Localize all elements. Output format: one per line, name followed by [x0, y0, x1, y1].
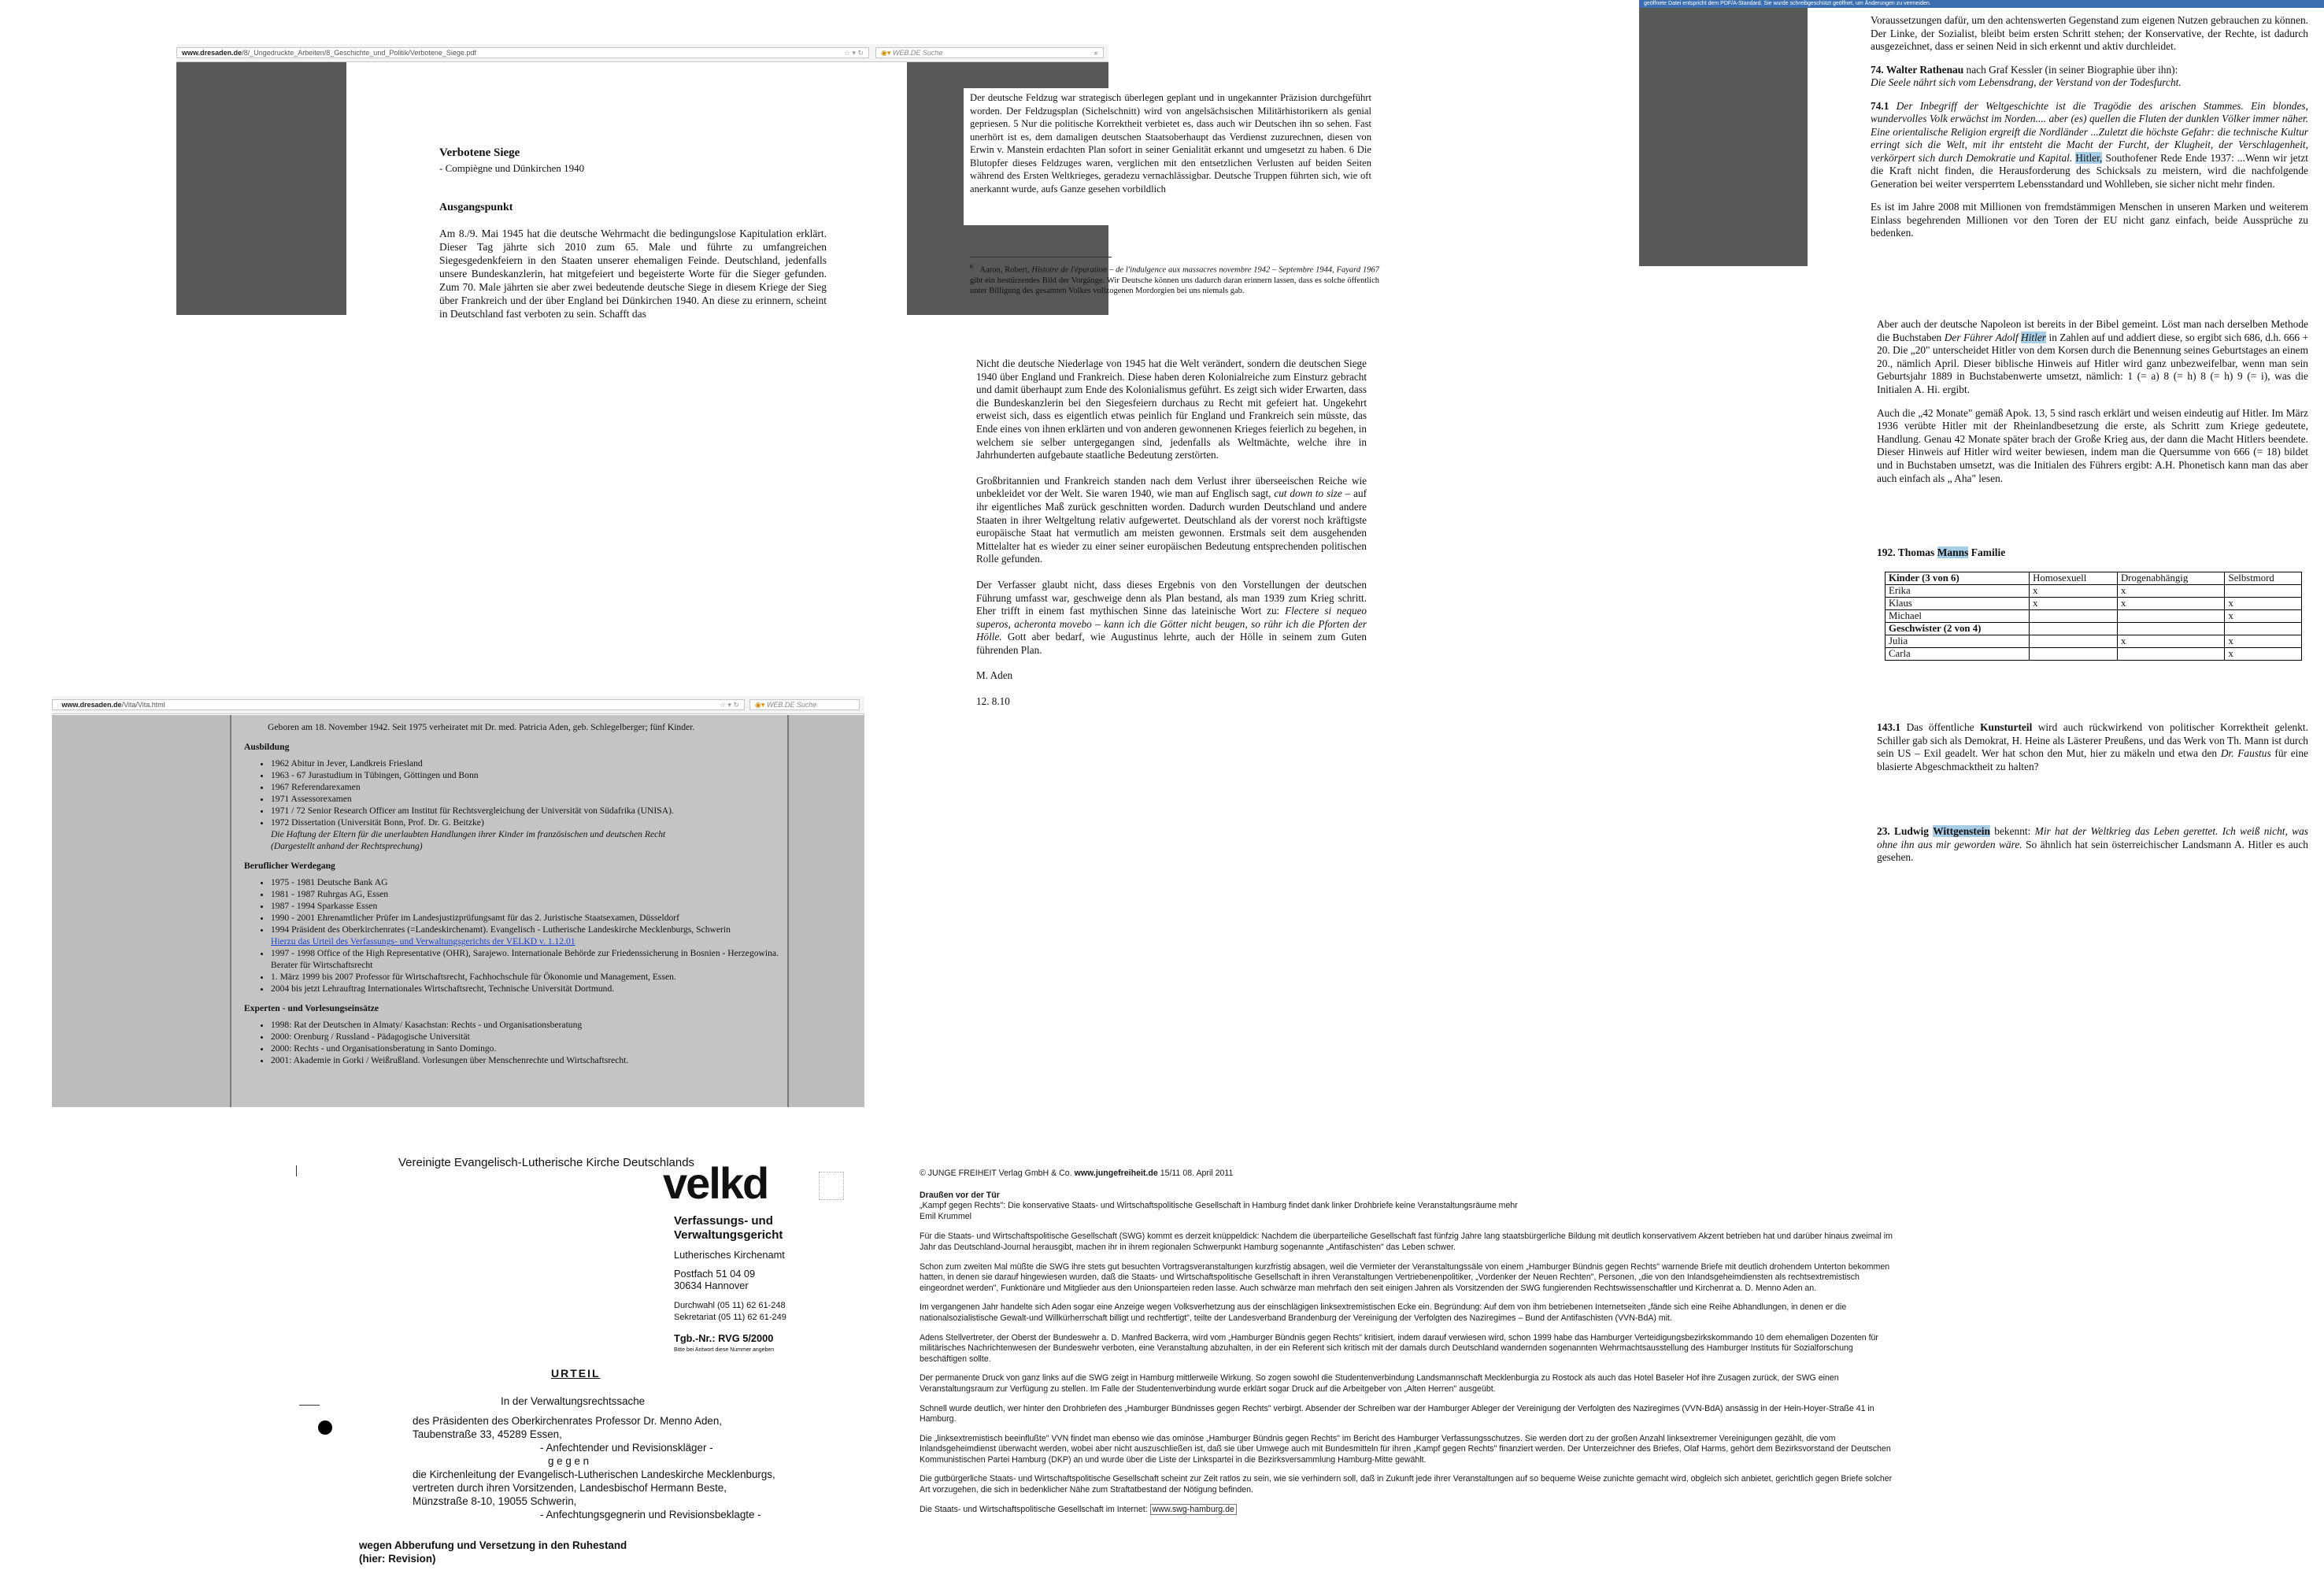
website-link[interactable]: www.swg-hamburg.de	[1150, 1504, 1237, 1515]
parties-block	[413, 1414, 775, 1521]
text-run: Großbritannien und Frankreich standen nach dem Verlust ihrer überseeischen Reiche wie unbekleidet vor der Welt. Sie waren 1940, wie man auf Englisch sagt,	[976, 474, 1367, 500]
paragraph	[1877, 318, 2308, 397]
table-header-cell: Drogenabhängig	[2117, 572, 2225, 585]
list-item: • 1963 - 67 Jurastudium in Tübingen, Göttingen und Bonn	[271, 769, 779, 781]
search-engine-icon: ◉▾	[755, 700, 765, 709]
text-run: Southofener Rede Ende 1937: ...Wenn wir jetzt die Kraft nicht finden, die Herausforderung des Schicksals zu meistern, wird die nachfolgende Generation bei weiter versperrtem Lebensstandard und Wohlleben, sie sicher nicht mehr finden.	[1871, 151, 2308, 190]
list-item: • 1971 Assessorexamen	[271, 793, 779, 805]
search-box[interactable]	[875, 47, 1104, 57]
article-paragraph: Der permanente Druck von ganz links auf die SWG zeigt in Hamburg mittlerweile Wirkung. So zogen sowohl die Studentenverbindung Landsmannschaft Mecklenburgia zu Rostock als auch das Hotel Baseler Hof ihre Zusagen zurück, der SWG einen Veranstaltungsraum zur Verfügung zu stellen. Im Falle der Studentenverbindung wurde erklärt sogar Druck auf die Arbeitgeber von „Alten Herren" ausgeübt.	[920, 1373, 1839, 1394]
party-2-address: Münzstraße 8-10, 19055 Schwerin,	[413, 1495, 577, 1507]
dissertation-subtitle: (Dargestellt anhand der Rechtsprechung)	[271, 841, 423, 851]
footnote-work-title: Histoire de l'épuration – de l'indulgence aux massacres novembre 1942 – Septembre 1944, Fayard 1967	[1031, 265, 1380, 275]
paragraph: Voraussetzungen dafür, um den achtenswerten Gegenstand zum eigenen Nutzen gebrauchen zu können. Der Linke, der Sozialist, bleibt beim ersten Schritt stehen; der Konservative, der Rechte, ist dadurch ausgezeichnet, dass er seinen Neid in sich erkennt und aktiv durchleidet.	[1871, 14, 2308, 52]
paragraph	[976, 579, 1367, 657]
punch-hole-icon	[318, 1420, 332, 1435]
table-subheader-row	[1885, 623, 2302, 635]
article-body	[976, 357, 1367, 721]
logo-mark-icon	[819, 1172, 844, 1200]
subject-block	[359, 1539, 627, 1565]
table-cell	[2117, 648, 2225, 661]
table-cell: x	[2225, 598, 2302, 610]
table-cell: Erika	[1885, 585, 2030, 598]
entry-number: 74.1	[1871, 99, 1889, 112]
party-1-line: des Präsidenten des Oberkirchenrates Professor Dr. Menno Aden,	[413, 1415, 723, 1427]
table-cell	[2030, 648, 2118, 661]
text-run: 1972 Dissertation (Universität Bonn, Prof. Dr. G. Beitzke)	[271, 817, 484, 828]
text-run: nach Graf Kessler (in seiner Biographie über ihn):	[1966, 63, 2178, 76]
table-cell: Klaus	[1885, 598, 2030, 610]
footnote-number: 6	[970, 262, 974, 270]
table-subheader-cell: Geschwister (2 von 4)	[1885, 623, 2030, 635]
article-heading	[920, 1191, 1896, 1223]
case-intro: In der Verwaltungsrechtssache	[501, 1395, 646, 1407]
table-header-cell: Homosexuell	[2030, 572, 2118, 585]
text-run: wird auch rückwirkend von politischer Korrektheit gelenkt. Schiller gab sich als Demokrat, H. Heine als Lästerer Preußens, und das Werk von Th. Mann ist durch sein US – Exil geadelt. Wer hat schon den Mut, hier zu mäkeln und etwa den	[1877, 721, 2308, 760]
url-path: /Vita/Vita.html	[121, 701, 165, 709]
verdict-link[interactable]: Hierzu das Urteil des Verfassungs- und Verwaltungsgerichts der VELKD v. 1.12.01	[271, 936, 575, 946]
table-cell: Julia	[1885, 635, 2030, 648]
search-highlight: Hitler	[2021, 331, 2047, 343]
search-engine-icon: ◉▾	[881, 48, 891, 57]
expert-list	[261, 1019, 779, 1066]
italic-run: Flectere si nequeo superos, acheronta movebo – kann ich die Götter nicht beugen, so rühr ich die Pforten der Hölle.	[976, 605, 1367, 643]
table-cell: Carla	[1885, 648, 2030, 661]
table-cell	[2030, 635, 2118, 648]
table-cell: Michael	[1885, 610, 2030, 623]
direct-dial: Durchwahl (05 11) 62 61-248	[674, 1300, 786, 1310]
search-highlight: Manns	[1937, 546, 1969, 558]
table-row	[1885, 635, 2302, 648]
search-engine-label: WEB.DE Suche	[892, 49, 943, 57]
document-title: Verbotene Siege	[439, 146, 520, 159]
text-run: So ähnlich hat sein österreichischer Landsmann A. Hitler es auch gesehen.	[1877, 838, 2308, 864]
subject-note: (hier: Revision)	[359, 1553, 436, 1565]
list-item: • 2000: Orenburg / Russland - Pädagogische Universität	[271, 1031, 779, 1043]
table-cell: x	[2117, 635, 2225, 648]
text-run: Das öffentliche	[1906, 721, 1974, 733]
star-icon[interactable]: ☆ ▾ ↻	[719, 700, 739, 709]
article-paragraph: Schon zum zweiten Mal müßte die SWG ihre stets gut besuchten Vortragsveranstaltungen kurzfristig absagen, weil die Vermieter der Veranstaltungssäle von einem „Hamburger Bündnis gegen Rechts" warnende Briefe mit deutlich drohendem Unterton bekommen hatten, in denen sie darauf hingewiesen wurden, daß die Staats- und Wirtschaftspolitische Gesellschaft in ihren Veranstaltungen Vertriebenenpolitiker, „Vordenker der Neuen Rechten", Personen, „die von den Inlandsgeheimdiensten als rechtsextremistisch eingeordnet werden", Funktionäre und Mitglieder aus den Unionsparteien reden lasse. Auch schwärze man mehrfach den seit einigen Jahren als Vorsitzenden der SWG fungierenden Rechtswissenschaftler und Kirchenrat a. D. Menno Aden an.	[920, 1261, 1890, 1293]
table-cell: x	[2030, 598, 2118, 610]
table-cell: x	[2117, 598, 2225, 610]
table-cell: x	[2225, 610, 2302, 623]
text-run: Familie	[1971, 546, 2006, 558]
search-highlight: Wittgenstein	[1933, 825, 1990, 837]
article-title: Draußen vor der Tür	[920, 1190, 1000, 1200]
party-2-line: die Kirchenleitung der Evangelisch-Lutherischen Landeskirche Mecklenburgs,	[413, 1469, 775, 1480]
magnifier-icon[interactable]: ⌕	[1094, 48, 1098, 57]
list-item: • 1975 - 1981 Deutsche Bank AG	[271, 876, 779, 888]
subject-line: wegen Abberufung und Versetzung in den Ruhestand	[359, 1539, 627, 1551]
address-bar[interactable]	[176, 47, 869, 57]
bold-run: Kunsturteil	[1980, 721, 2033, 733]
footnote-author: Aaron, Robert,	[979, 265, 1030, 275]
dissertation-title: Die Haftung der Eltern für die unerlaubten Handlungen ihrer Kinder im französischen und deutschen Recht	[271, 829, 666, 839]
letterhead-address	[674, 1214, 786, 1357]
section-heading: Ausbildung	[244, 742, 290, 752]
article-footer	[920, 1505, 1896, 1516]
readonly-banner: geöffnete Datei entspricht dem PDF/A-Standard. Sie wurde schreibgeschützt geöffnet, um Änderungen zu vermeiden.	[1639, 0, 2324, 8]
list-item: • 1987 - 1994 Sparkasse Essen	[271, 900, 779, 912]
text-run: Aber auch der deutsche Napoleon ist bereits in der Bibel gemeint. Löst man nach derselben Methode die Buchstaben	[1877, 318, 2308, 343]
gegen-label: g e g e n	[548, 1455, 590, 1467]
table-cell	[2117, 610, 2225, 623]
list-item: • 1971 / 72 Senior Research Officer am Institut für Rechtsvergleichung der Universität von Südafrika (UNISA).	[271, 805, 779, 817]
url-domain: www.dresaden.de	[182, 49, 242, 57]
fold-mark	[299, 1405, 320, 1406]
table-row	[1885, 585, 2302, 598]
url-domain: www.dresaden.de	[61, 701, 122, 709]
secretariat-phone: Sekretariat (05 11) 62 61-249	[674, 1313, 786, 1322]
list-item: • 1. März 1999 bis 2007 Professor für Wirtschaftsrecht, Fachhochschule für Ökonomie und Management, Essen.	[271, 971, 779, 983]
article-paragraph: Adens Stellvertreter, der Oberst der Bundeswehr a. D. Manfred Backerra, wird vom „Hamburger Bündnis gegen Rechts" kritisiert, indem darauf verwiesen wird, schon 1999 habe das Hamburger Verteidigungsbezirkskommando 10 dem ehemaligen Dozenten für militärisches Nachrichtenwesen der Bundeswehr verboten, eine Veranstaltung abzuhalten, in der ein Referent sich kritisch mit der damals durch Deutschland wandernden sogenannten Wehrmachtsausstellung des Hamburger Instituts für Sozialforschung beschäftigen sollte.	[920, 1332, 1878, 1364]
paragraph: Es ist im Jahre 2008 mit Millionen von fremdstämmigen Menschen in unseren Marken und weiterem Einlass begehrenden Millionen vor den Toren der EU nicht ganz einfach, beide Aussprüche zu bedenken.	[1871, 201, 2308, 239]
site-name: www.jungefreiheit.de	[1074, 1169, 1158, 1178]
section-heading: Experten - und Vorlesungseinsätze	[244, 1003, 379, 1013]
table-cell: x	[2030, 585, 2118, 598]
table-cell	[2225, 585, 2302, 598]
list-item: • 1967 Referendarexamen	[271, 781, 779, 793]
table-header-cell: Selbstmord	[2225, 572, 2302, 585]
italic-run: Der Führer Adolf	[1944, 331, 2019, 343]
table-row	[1885, 610, 2302, 623]
entry-number: 74. Walter Rathenau	[1871, 63, 1964, 76]
table-cell: x	[2117, 585, 2225, 598]
date: 12. 8.10	[976, 695, 1010, 708]
issue-date: 15/11 08. April 2011	[1160, 1169, 1234, 1178]
entry-number: 143.1	[1877, 721, 1901, 733]
text-run: in Zahlen auf und addiert diese, so ergibt sich 686, d.h. 666 + 20. Die „20" unterscheidet Hitler von dem Korsen durch die Benennung seines Geburtstages an einem 20., nämlich April. Dieser biblische Hinweis auf Hitler wird ganz unbezweifelbar, wenn man sein Geburtsjahr 1889 in Buchstabenwerte umsetzt, nämlich: 1 (= a) 8 (= h) 8 (= h) 9 (= i), was die Initialen A. Hi. ergibt.	[1877, 331, 2309, 395]
cv-content	[244, 721, 779, 1066]
table-cell	[2030, 623, 2118, 635]
education-list	[261, 757, 779, 852]
quote: Der Inbegriff der Weltgeschichte ist die Tragödie des arischen Stammes. Ein blondes, wundervolles Volk erwächst im Norden.... aber (es) quellen die Fluten der dunklen Völker immer näher. Eine orientalische Religion ergreift die Nordländer ...Zuletzt die höchste Gefahr: die technische Kultur erringt sich die Welt, mit ihr entsteht die Macht der Furcht, der Klugheit, der Verschlagenheit, verkörpert sich durch Demokratie und Kapital.	[1871, 99, 2308, 164]
italic-run: cut down to size	[1274, 487, 1342, 500]
paragraph	[1877, 721, 2308, 773]
text-run: 1994 Präsident des Oberkirchenrates (=Landeskirchenamt). Evangelisch - Lutherische Landeskirche Mecklenburgs, Schwerin	[271, 924, 731, 935]
table-cell	[2225, 623, 2302, 635]
career-list	[261, 876, 779, 995]
browser-toolbar-2	[52, 696, 864, 714]
table-cell: x	[2225, 648, 2302, 661]
party-1-role: - Anfechtender und Revisionskläger -	[540, 1442, 713, 1454]
url-path: /8/_Ungedruckte_Arbeiten/8_Geschichte_und_Politik/Verbotene_Siege.pdf	[242, 49, 476, 57]
copyright: © JUNGE FREIHEIT Verlag GmbH & Co.	[920, 1169, 1072, 1178]
court-name-1: Verfassungs- und	[674, 1214, 773, 1228]
list-item: • 1990 - 2001 Ehrenamtlicher Prüfer im Landesjustizprüfungsamt für das 2. Juristische Staatsexamen, Düsseldorf	[271, 912, 779, 924]
body-paragraph: Am 8./9. Mai 1945 hat die deutsche Wehrmacht die bedingungslose Kapitulation erklärt. Dieser Tag jährte sich 2010 zum 65. Male und führte zu umfangreichen Siegesgedenkfeiern in den Staaten unserer ehemaligen Feinde. Deutschland, jedenfalls unsere Bundeskanzlerin, hat mitgefeiert und begeisterte Worte für die Sieger gefunden. Zum 70. Male jährten sie aber zwei bedeutende deutsche Siege in diesem Kriege der Sieg über Frankreich und der über England bei Dünkirchen 1940. An diese zu erinnern, scheint in Deutschland fast verboten zu sein. Schafft das	[439, 228, 827, 320]
article-paragraph: Im vergangenen Jahr handelte sich Aden sogar eine Anzeige wegen Volksverhetzung aus der einschlägigen linksextremistischen Ecke ein. Begründung: Auf dem von ihm betriebenen Internetseiten „fände sich eine Reihe Abhandlungen, in denen er die nationalsozialistische Gewalt-und Willkürherrschaft billigt und rechtfertigt", teilte der Landesverband Brandenburg der Vereinigung der Verfolgten des Naziregimes – Bund der Antifaschisten (VVN-BdA) mit.	[920, 1302, 1847, 1323]
section-heading: Beruflicher Werdegang	[244, 861, 335, 871]
left-margin-mark	[296, 1165, 297, 1176]
search-highlight: Hitler,	[2075, 151, 2103, 164]
paragraph	[1877, 825, 2308, 865]
table-row	[1885, 648, 2302, 661]
article-subtitle: „Kampf gegen Rechts": Die konservative Staats- und Wirtschaftspolitische Gesellschaft in Hamburg findet dank linker Drohbriefe keine Veranstaltungsräume mehr	[920, 1201, 1518, 1211]
globe-icon: ◌	[57, 701, 62, 709]
italic-run: Dr. Faustus	[2220, 747, 2271, 760]
text-run: Gott aber bedarf, wie Augustinus lehrte, auch der Hölle in seinem zum Guten führenden Plan.	[976, 631, 1367, 656]
list-item: • 2000: Rechts - und Organisationsberatung in Santo Domingo.	[271, 1043, 779, 1054]
article-header	[920, 1169, 1896, 1180]
text-run: bekennt:	[1994, 825, 2031, 837]
paragraph: Auch die „42 Monate" gemäß Apok. 13, 5 sind rasch erklärt und weisen eindeutig auf Hitler. Im März 1936 verübte Hitler mit der Rheinlandbesetzung die erste, als Schritt zum Kriege gedeutete, Handlung. Genau 42 Monate später brach der Große Krieg aus, der dann die Macht Hitlers beendete. Dieser Hinweis auf Hitler wird weiter bewiesen, indem man die Quersumme von 666 (= 18) bildet und in Buchstaben umsetzt, was die Initialen des Führers ergibt: A.H. Phonetisch kann man das aber auch einfach als „ Aha" lesen.	[1877, 406, 2308, 484]
court-name-2: Verwaltungsgericht	[674, 1228, 783, 1242]
star-icon[interactable]: ☆ ▾ ↻	[843, 48, 864, 57]
address-bar[interactable]	[52, 699, 745, 709]
newspaper-article	[920, 1169, 1896, 1524]
article-paragraph: Schnell wurde deutlich, wer hinter den Drohbriefen des „Hamburger Bündnisses gegen Rechts" verbirgt. Absender der Schreiben war der Hamburger Ableger der Vereinigung der Verfolgten des Naziregimes (VVN-BdA) ansässig in der Hein-Hoyer-Straße 41 in Hamburg.	[920, 1403, 1874, 1424]
table-row	[1885, 598, 2302, 610]
footnote-text: gibt ein bestürzendes Bild der Vorgänge. Wir Deutsche können uns dadurch daran erinnern lassen, dass es solche öffentlich unter Billigung des gesamten Volkes vollzogenen Mordorgien bei uns niemals gab.	[970, 276, 1379, 295]
paragraph: Nicht die deutsche Niederlage von 1945 hat die Welt verändert, sondern die deutschen Siege 1940 über England und Frankreich. Diese haben deren Kolonialreiche zum Einsturz gebracht und damit überhaupt zum Ende des Kolonialismus geführt. Es zeigt sich wider Erwarten, dass die Bundeskanzlerin bei den Siegesfeiern durchaus zu Recht mit gefeiert hat. Ungekehrt erweist sich, dass es eigentlich etwas peinlich für England und Frankreich sein müsste, das Ende eines von ihnen erklärten und von anderen gewonnenen Krieges feierlich zu begehen, in welchem sie selber untergegangen sind, jedenfalls als Weltmächte, welche ihre in Jahrhunderten aufgebaute staatliche Bedeutung zerstörten.	[976, 357, 1367, 461]
table-header-row	[1885, 572, 2302, 585]
reference-note: Bitte bei Antwort diese Nummer angeben	[674, 1347, 775, 1353]
footer-text: Die Staats- und Wirtschaftspolitische Gesellschaft im Internet:	[920, 1504, 1148, 1514]
party-2-rep: vertreten durch ihren Vorsitzenden, Landesbischof Hermann Beste,	[413, 1482, 727, 1494]
paragraph	[976, 475, 1367, 566]
list-item: • 1981 - 1987 Ruhrgas AG, Essen	[271, 888, 779, 900]
party-2-role: - Anfechtungsgegnerin und Revisionsbeklagte -	[540, 1509, 761, 1520]
office-name: Lutherisches Kirchenamt	[674, 1249, 785, 1261]
cv-intro: Geboren am 18. November 1942. Seit 1975 verheiratet mit Dr. med. Patricia Aden, geb. Schlegelberger; fünf Kinder.	[268, 722, 695, 732]
text-run: 192. Thomas	[1877, 546, 1935, 558]
quote: Mir hat der Weltkrieg das Leben gerettet. Ich weiß nicht, was ohne ihn aus mir geworden wäre.	[1877, 825, 2308, 850]
text-run: – auf ihr eigentliches Maß zurück geschnitten worden. Dadurch wurden Deutschland und andere Staaten in ihrer Weltgeltung relativ aufgewertet. Deutschland als der vorerst noch kräftigste europäische Staat hat vermutlich am meisten gewonnen. Erstmals seit dem ausgehenden Mittelalter hat es wieder zu einer seiner europäischen Bedeutung entsprechenden politischen Rolle gefunden.	[976, 487, 1367, 565]
list-item: • 1962 Abitur in Jever, Landkreis Friesland	[271, 757, 779, 769]
table-header-cell: Kinder (3 von 6)	[1885, 572, 2030, 585]
table-cell	[2030, 610, 2118, 623]
entry-number: 23. Ludwig	[1877, 825, 1929, 837]
search-engine-label: WEB.DE Suche	[766, 701, 817, 709]
postal-city: 30634 Hannover	[674, 1280, 749, 1291]
document-body	[1871, 14, 2308, 250]
church-name: Vereinigte Evangelisch-Lutherische Kirche Deutschlands	[398, 1156, 695, 1169]
article-paragraph: Die „linksextremistisch beeinflußte" VVN findet man ebenso wie das ominöse „Hamburger Bündnis gegen Rechts" im Bericht des Hamburger Verfassungsschutzes. Sie werden dort zu der großen Anzahl linksextremer Vereinigungen gezählt, die vom Inlandsgeheimdienst überwacht werden, wobei aber nicht auszuschließen ist, daß sie über Umwege auch mit Bundesmitteln für ihren „Kampf gegen Rechts" finanziert werden. Der Unterzeichner des Briefes, Olaf Harms, gehört dem Bezirksvorstand der Deutschen Kommunistischen Partei Hamburg (DKP) an und wurde über die Liste der Linkspartei in die Bezirksversammlung Hamburg-Mitte gewählt.	[920, 1433, 1891, 1465]
browser-toolbar-1	[176, 44, 1108, 62]
pdf-viewer-margin-left	[176, 62, 346, 315]
list-item	[271, 817, 779, 852]
postbox: Postfach 51 04 09	[674, 1267, 756, 1280]
article-author: Emil Krummel	[920, 1211, 971, 1221]
velkd-logo: velkd	[663, 1158, 768, 1208]
party-1-address: Taubenstraße 33, 45289 Essen,	[413, 1428, 562, 1440]
table-cell: x	[2225, 635, 2302, 648]
list-item: • 1998: Rat der Deutschen in Almaty/ Kasachstan: Rechts - und Organisationsberatung	[271, 1019, 779, 1031]
quote: Die Seele nährt sich vom Lebensdrang, der Verstand von der Todesfurcht.	[1871, 76, 2182, 88]
document-margin	[1639, 8, 1808, 266]
footnote	[970, 261, 1379, 296]
family-table	[1885, 572, 2302, 661]
list-item: • 2001: Akademie in Gorki / Weißrußland. Vorlesungen über Menschenrechte und Wirtschaftsrecht.	[271, 1054, 779, 1066]
section-heading: Ausgangspunkt	[439, 202, 513, 213]
boxed-paragraph: Der deutsche Feldzug war strategisch überlegen geplant und in ungekannter Präzision durchgeführt worden. Der Feldzugsplan (Sichelschnitt) wird von angelsächsischen Militärhistorikern als genial gepriesen. 5 Nur die politische Korrektheit verbietet es, dass auch wir Deutschen ihn so sehen. Fast unerhört ist es, dem damaligen deutschen Staatsoberhaupt das Verdienst zuzurechnen, diesen von Erwin v. Manstein erdachten Plan sofort in seiner Genialität erkannt und umgesetzt zu haben. 6 Die Blutopfer dieses Feldzuges waren, verglichen mit den entsetzlichen Verlusten auf beiden Seiten während des Ersten Weltkrieges, geradezu vernachlässigbar. Deutsche Truppen führten sich, wie oft anerkannt wurde, aufs Ganze gesehen vorbildlich	[970, 92, 1371, 194]
table-cell	[2117, 623, 2225, 635]
text-run: Der Verfasser glaubt nicht, dass dieses Ergebnis von den Vorstellungen der deutschen Führung umfasst war, geschweige denn als Plan bestand, als man 1939 zum Krieg schritt. Eher trifft in einem fast mythischen Sinne das lateinische Wort zu:	[976, 578, 1367, 617]
article-paragraph: Für die Staats- und Wirtschaftspolitische Gesellschaft (SWG) kommt es derzeit knüppeldick: Nachdem die überparteiliche Gesellschaft fast fünfzig Jahre lang staatsbürgerliche Bildung mit deutlich konservativem Akzent betrieben hat und darüber hinaus zweimal im Jahr das Deutschland-Journal herausgibt, machen ihr in ihrem regionalen Schwerpunkt Hamburg sogenannte „Antifaschisten" das Leben schwer.	[920, 1232, 1893, 1252]
list-item: • 2004 bis jetzt Lehrauftrag Internationales Wirtschaftsrecht, Technische Universität Dortmund.	[271, 983, 779, 995]
document-subtitle: - Compiègne und Dünkirchen 1940	[439, 162, 585, 174]
signature: M. Aden	[976, 669, 1013, 682]
table-heading	[1877, 546, 2005, 559]
article-paragraph: Die gutbürgerliche Staats- und Wirtschaftspolitische Gesellschaft scheint zur Zeit ratlos zu sein, wie sie verhindern soll, daß in Zukunft jede ihrer Veranstaltungen auf so bequeme Weise zunichte gemacht wird, obgleich sich anbietet, gerichtlich gegen Briefe solcher Art vorzugehen, die sich in bedenklicher Nähe zum Straftatbestand der Nötigung befinden.	[920, 1474, 1893, 1495]
paragraph	[1871, 100, 2308, 191]
reference-number: Tgb.-Nr.: RVG 5/2000	[674, 1332, 774, 1344]
document-body	[1877, 318, 2308, 495]
list-item: • 1997 - 1998 Office of the High Representative (OHR), Sarajewo. Internationale Behörde zur Friedenssicherung in Bosnien - Herzegowina. Berater für Wirtschaftsrecht	[271, 947, 779, 971]
list-item	[271, 924, 779, 947]
verdict-title: URTEIL	[551, 1367, 601, 1380]
search-box[interactable]	[749, 699, 860, 709]
paragraph	[1871, 64, 2308, 90]
text-run: für eine blasierte Abgeschmacktheit zu halten?	[1877, 747, 2308, 772]
